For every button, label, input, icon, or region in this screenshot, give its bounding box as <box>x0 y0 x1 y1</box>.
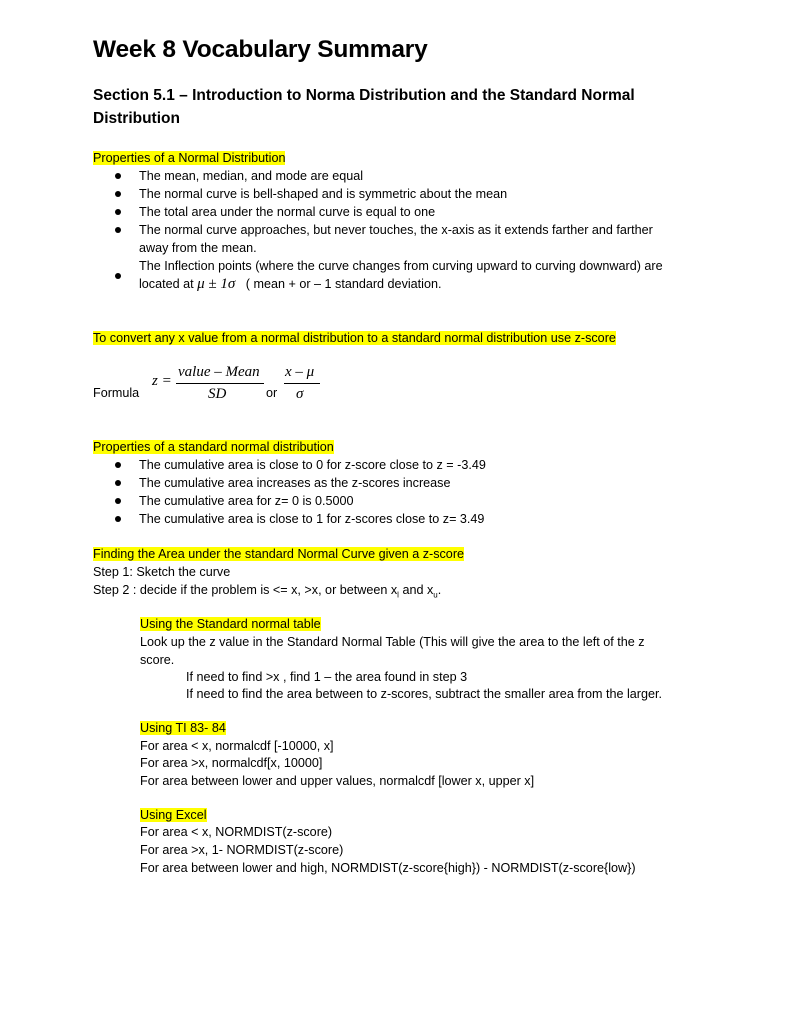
list-item <box>93 203 653 221</box>
list-item-text: The mean, median, and mode are equal <box>139 169 364 183</box>
inflection-post: ( mean + or – 1 standard deviation. <box>245 277 442 291</box>
step2-sub-lower: l <box>397 590 399 600</box>
normal-props-heading-text: Properties of a Normal Distribution <box>93 151 286 165</box>
bullet-icon <box>115 191 121 197</box>
bullet-icon <box>115 498 121 504</box>
ti-line3: For area between lower and upper values, normalcdf [lower x, upper x] <box>140 774 535 788</box>
step1: Step 1: Sketch the curve <box>93 565 231 579</box>
list-item <box>93 492 486 510</box>
bullet-icon <box>115 273 121 279</box>
excel-line1: For area < x, NORMDIST(z-score) <box>140 825 333 839</box>
bullet-icon <box>115 173 121 179</box>
section-heading-line1: Section 5.1 – Introduction to Norma Distribution and the Standard Normal <box>93 87 635 104</box>
bullet-icon <box>115 209 121 215</box>
std-props-heading-text: Properties of a standard normal distribution <box>93 440 334 454</box>
list-item-text-cont: away from the mean. <box>139 241 257 255</box>
excel-heading <box>140 806 207 824</box>
step2-text: Step 2 : decide if the problem is <= x, >x, or between x <box>93 583 398 597</box>
bullet-icon <box>115 480 121 486</box>
ti-heading <box>140 719 226 737</box>
fraction-bar-1 <box>176 383 264 384</box>
list-item <box>93 474 486 492</box>
page-title: Week 8 Vocabulary Summary <box>93 36 428 63</box>
step2-and: and x <box>398 583 434 597</box>
convert-heading-text: To convert any x value from a normal distribution to a standard normal distribution use z-score <box>93 331 616 345</box>
inflection-pre: located at <box>139 277 194 291</box>
table-line4: If need to find the area between to z-scores, subtract the smaller area from the larger. <box>186 687 663 701</box>
list-item <box>93 185 653 203</box>
table-heading-text: Using the Standard normal table <box>140 617 321 631</box>
ti-line1: For area < x, normalcdf [-10000, x] <box>140 739 334 753</box>
inflection-line1: The Inflection points (where the curve changes from curving upward to curving downward) are <box>139 259 663 273</box>
formula-numerator-2: x – μ <box>285 364 315 380</box>
finding-heading <box>93 545 464 563</box>
excel-line2: For area >x, 1- NORMDIST(z-score) <box>140 843 344 857</box>
inflection-line2 <box>93 275 663 293</box>
excel-heading-text: Using Excel <box>140 808 207 822</box>
list-item-text: The cumulative area increases as the z-scores increase <box>139 476 451 490</box>
section-heading <box>93 84 635 130</box>
formula-z: z = <box>152 373 172 389</box>
step2-end: . <box>437 583 442 597</box>
step2-sub-upper: u <box>433 590 438 600</box>
formula-numerator-1: value – Mean <box>178 364 260 380</box>
bullet-icon <box>115 462 121 468</box>
list-item <box>93 510 486 528</box>
formula-denominator-1: SD <box>208 386 227 402</box>
list-item <box>93 221 653 257</box>
inflection-math: μ ± 1σ <box>197 276 236 292</box>
table-line3: If need to find >x , find 1 – the area found in step 3 <box>186 670 468 684</box>
std-props-list <box>93 456 486 528</box>
step2 <box>93 581 441 605</box>
ti-heading-text: Using TI 83- 84 <box>140 721 226 735</box>
list-item-text: The normal curve approaches, but never touches, the x-axis as it extends farther and farther <box>139 223 653 237</box>
list-item-text: The cumulative area for z= 0 is 0.5000 <box>139 494 354 508</box>
list-item-text: The cumulative area is close to 0 for z-score close to z = -3.49 <box>139 458 486 472</box>
finding-heading-text: Finding the Area under the standard Normal Curve given a z-score <box>93 547 465 561</box>
excel-line3: For area between lower and high, NORMDIST(z-score{high}) - NORMDIST(z-score{low}) <box>140 861 636 875</box>
list-item <box>93 167 653 185</box>
section-heading-line2: Distribution <box>93 110 180 127</box>
bullet-icon <box>115 227 121 233</box>
formula-or: or <box>266 386 278 400</box>
inflection-item <box>93 257 663 293</box>
list-item <box>93 456 486 474</box>
list-item-text: The normal curve is bell-shaped and is symmetric about the mean <box>139 187 508 201</box>
normal-props-heading <box>93 149 285 167</box>
list-item-text: The cumulative area is close to 1 for z-scores close to z= 3.49 <box>139 512 485 526</box>
ti-line2: For area >x, normalcdf[x, 10000] <box>140 756 323 770</box>
table-line2: score. <box>140 653 175 667</box>
formula-label: Formula <box>93 386 140 400</box>
fraction-bar-2 <box>284 383 320 384</box>
table-heading <box>140 615 321 633</box>
formula-denominator-2: σ <box>296 386 304 402</box>
convert-heading <box>93 329 616 347</box>
std-props-heading <box>93 438 334 456</box>
normal-props-list <box>93 167 653 257</box>
list-item-text: The total area under the normal curve is equal to one <box>139 205 436 219</box>
table-line1: Look up the z value in the Standard Normal Table (This will give the area to the left of the z <box>140 635 645 649</box>
bullet-icon <box>115 516 121 522</box>
